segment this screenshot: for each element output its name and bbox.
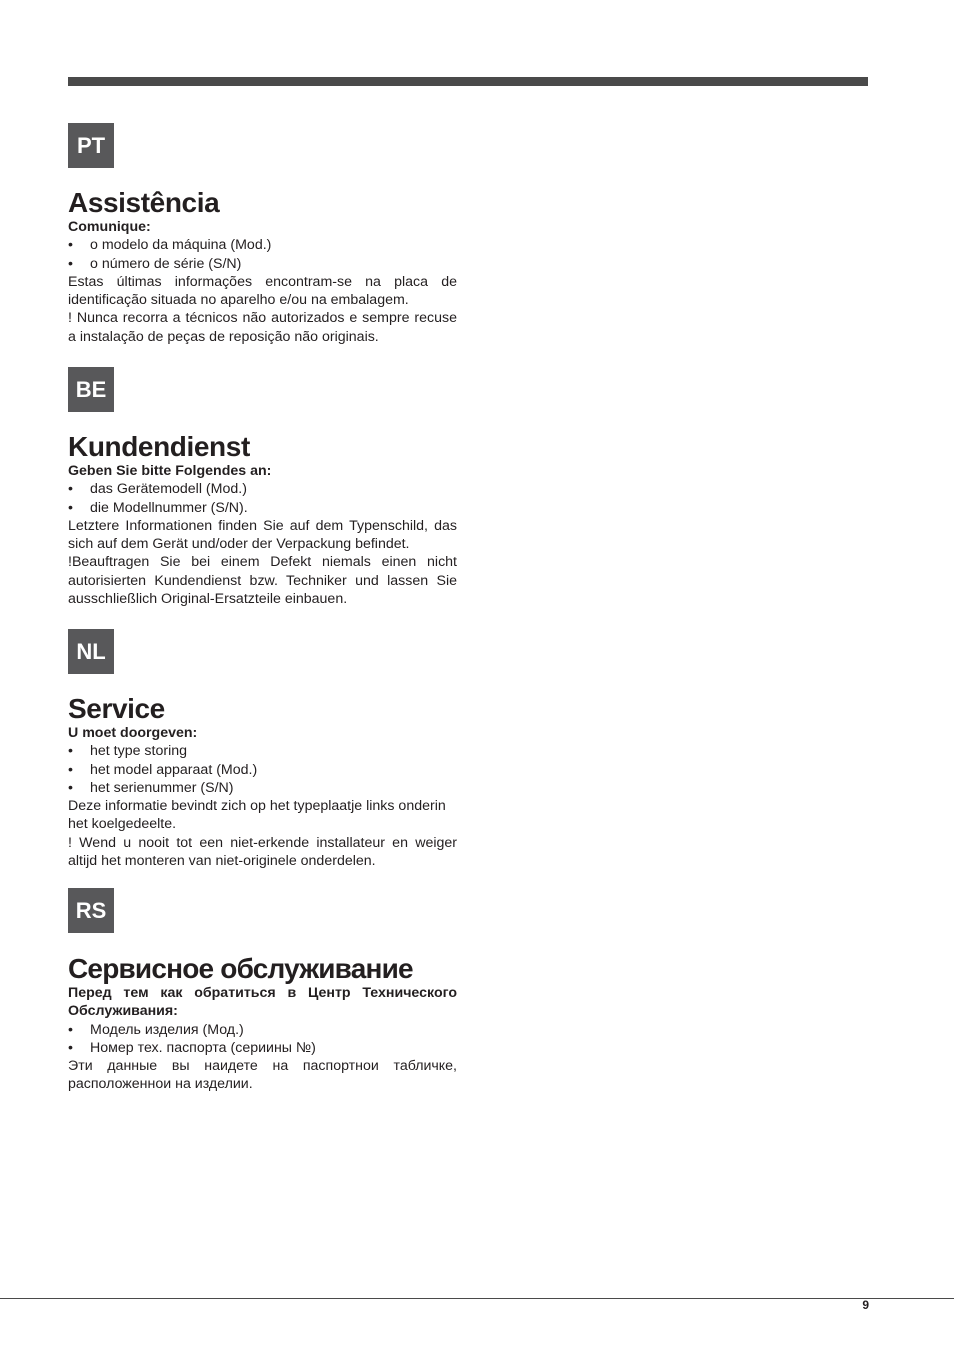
- list-item: • Номер тех. паспорта (сериины №): [68, 1039, 457, 1057]
- section-rs: [68, 954, 457, 1094]
- paragraph: !Beauftragen Sie bei einem Defekt niemals einen nicht autorisierten Kundendienst bzw. Techniker und lassen Sie ausschließlich Original-Ersatzteile einbauen.: [68, 554, 457, 608]
- section-intro: Comunique:: [68, 219, 151, 235]
- language-badge-nl: NL: [68, 629, 114, 674]
- language-badge-pt: PT: [68, 123, 114, 168]
- language-badge-rs: RS: [68, 888, 114, 933]
- section-be: [68, 432, 457, 608]
- paragraph: ! Nunca recorra a técnicos não autorizados e sempre recuse a instalação de peças de reposição não originais.: [68, 310, 457, 345]
- list-item: • Модель изделия (Мод.): [68, 1021, 457, 1039]
- list-item: • het serienummer (S/N): [68, 779, 457, 797]
- top-rule: [68, 77, 868, 86]
- section-intro: Geben Sie bitte Folgendes an:: [68, 463, 272, 479]
- bullet-list: [68, 742, 457, 797]
- section-title: Assistência: [68, 187, 220, 218]
- bullet-list: [68, 1021, 457, 1058]
- section-intro: Перед тем как обратиться в Центр Технического Обслуживания:: [68, 985, 457, 1020]
- section-title: Сервисное обслуживание: [68, 953, 413, 984]
- paragraph: ! Wend u nooit tot een niet-erkende installateur en weiger altijd het monteren van niet-originele onderdelen.: [68, 834, 457, 870]
- list-item: • o número de série (S/N): [68, 255, 457, 273]
- footer-rule: [0, 1298, 954, 1299]
- list-item: • das Gerätemodell (Mod.): [68, 480, 457, 498]
- paragraph: Letztere Informationen finden Sie auf dem Typenschild, das sich auf dem Gerät und/oder der Verpackung befindet.: [68, 517, 457, 553]
- bullet-list: [68, 236, 457, 273]
- section-title: Service: [68, 693, 165, 724]
- section-nl: [68, 694, 457, 870]
- section-intro: U moet doorgeven:: [68, 725, 198, 741]
- list-item: • het model apparaat (Mod.): [68, 761, 457, 779]
- list-item: • het type storing: [68, 742, 457, 760]
- bullet-list: [68, 480, 457, 517]
- list-item: • o modelo da máquina (Mod.): [68, 236, 457, 254]
- language-badge-be: BE: [68, 367, 114, 412]
- section-pt: [68, 188, 457, 346]
- paragraph: Deze informatie bevindt zich op het typeplaatje links onderin het koelgedeelte.: [68, 798, 446, 833]
- paragraph: Estas últimas informações encontram-se na placa de identificação situada no aparelho e/ou na embalagem.: [68, 273, 457, 309]
- paragraph: Эти данные вы наидете на паспортнои табличке, расположеннои на изделии.: [68, 1058, 457, 1093]
- section-title: Kundendienst: [68, 431, 250, 462]
- page-number: 9: [862, 1298, 869, 1312]
- list-item: • die Modellnummer (S/N).: [68, 499, 457, 517]
